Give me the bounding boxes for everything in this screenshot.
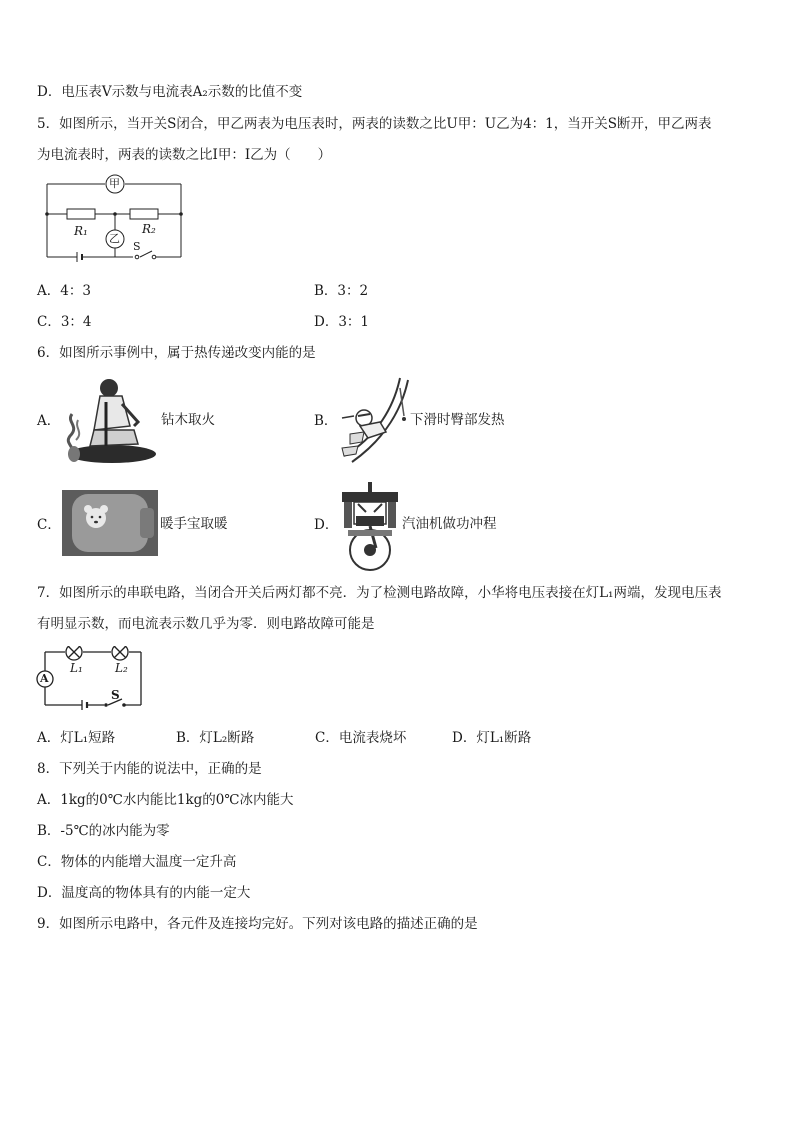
q6-image-hand-warmer — [62, 490, 158, 556]
q5-option-c: C．3：4 — [37, 314, 92, 330]
q5-stem-line1: 5．如图所示，当开关S闭合，甲乙两表为电压表时，两表的读数之比U甲：U乙为4：1，当开关S断开，甲乙两表 — [37, 116, 712, 132]
q6-option-b-letter: B． — [314, 413, 338, 429]
q7-option-d: D．灯L₁断路 — [452, 730, 532, 746]
q8-option-b: B．-5℃的冰内能为零 — [37, 823, 170, 839]
q4-option-d: D．电压表V示数与电流表A₂示数的比值不变 — [37, 84, 303, 100]
q7-circuit-figure — [36, 646, 144, 710]
q6-image-engine — [338, 480, 402, 572]
q7-l1-label: L₁ — [70, 661, 83, 675]
q5-r1-label: R₁ — [74, 224, 88, 238]
q5-meter-jia-label: 甲 — [109, 177, 120, 190]
q7-circuit-diagram — [36, 646, 144, 710]
q7-switch-label: S — [111, 688, 120, 702]
q5-switch-label: S — [133, 240, 141, 253]
q6-option-d-caption: 汽油机做功冲程 — [402, 516, 497, 532]
q7-option-a: A．灯L₁短路 — [37, 730, 116, 746]
q6-option-a-letter: A． — [37, 413, 61, 429]
q7-stem-line1: 7．如图所示的串联电路，当闭合开关后两灯都不亮．为了检测电路故障，小华将电压表接在灯L₁两端，发现电压表 — [37, 585, 722, 601]
q6-image-drilling-wood — [64, 374, 160, 466]
q8-option-d: D．温度高的物体具有的内能一定大 — [37, 885, 251, 901]
q6-option-c-caption: 暖手宝取暖 — [160, 516, 228, 532]
q8-stem: 8．下列关于内能的说法中，正确的是 — [37, 761, 262, 777]
q6-image-slide — [338, 376, 410, 464]
q8-option-c: C．物体的内能增大温度一定升高 — [37, 854, 237, 870]
q5-stem-line2: 为电流表时，两表的读数之比I甲：I乙为（ ） — [37, 147, 332, 163]
q6-option-c-letter: C． — [37, 517, 61, 533]
q5-option-b: B．3：2 — [314, 283, 369, 299]
q5-option-a: A．4：3 — [37, 283, 91, 299]
q9-stem: 9．如图所示电路中，各元件及连接均完好。下列对该电路的描述正确的是 — [37, 916, 478, 932]
q5-circuit-figure — [40, 172, 190, 264]
q6-option-a-caption: 钻木取火 — [161, 412, 215, 428]
q5-meter-yi-label: 乙 — [109, 232, 120, 245]
q7-option-b: B．灯L₂断路 — [176, 730, 255, 746]
q7-stem-line2: 有明显示数，而电流表示数几乎为零．则电路故障可能是 — [37, 616, 375, 632]
q7-option-c: C．电流表烧坏 — [315, 730, 407, 746]
q6-stem: 6．如图所示事例中，属于热传递改变内能的是 — [37, 345, 316, 361]
q7-l2-label: L₂ — [115, 661, 128, 675]
q5-option-d: D．3：1 — [314, 314, 370, 330]
q8-option-a: A．1kg的0℃水内能比1kg的0℃冰内能大 — [37, 792, 294, 808]
q6-option-d-letter: D． — [314, 517, 339, 533]
q7-ammeter-label: A — [40, 672, 49, 685]
q5-r2-label: R₂ — [142, 222, 156, 236]
q6-option-b-caption: 下滑时臀部发热 — [410, 412, 505, 428]
